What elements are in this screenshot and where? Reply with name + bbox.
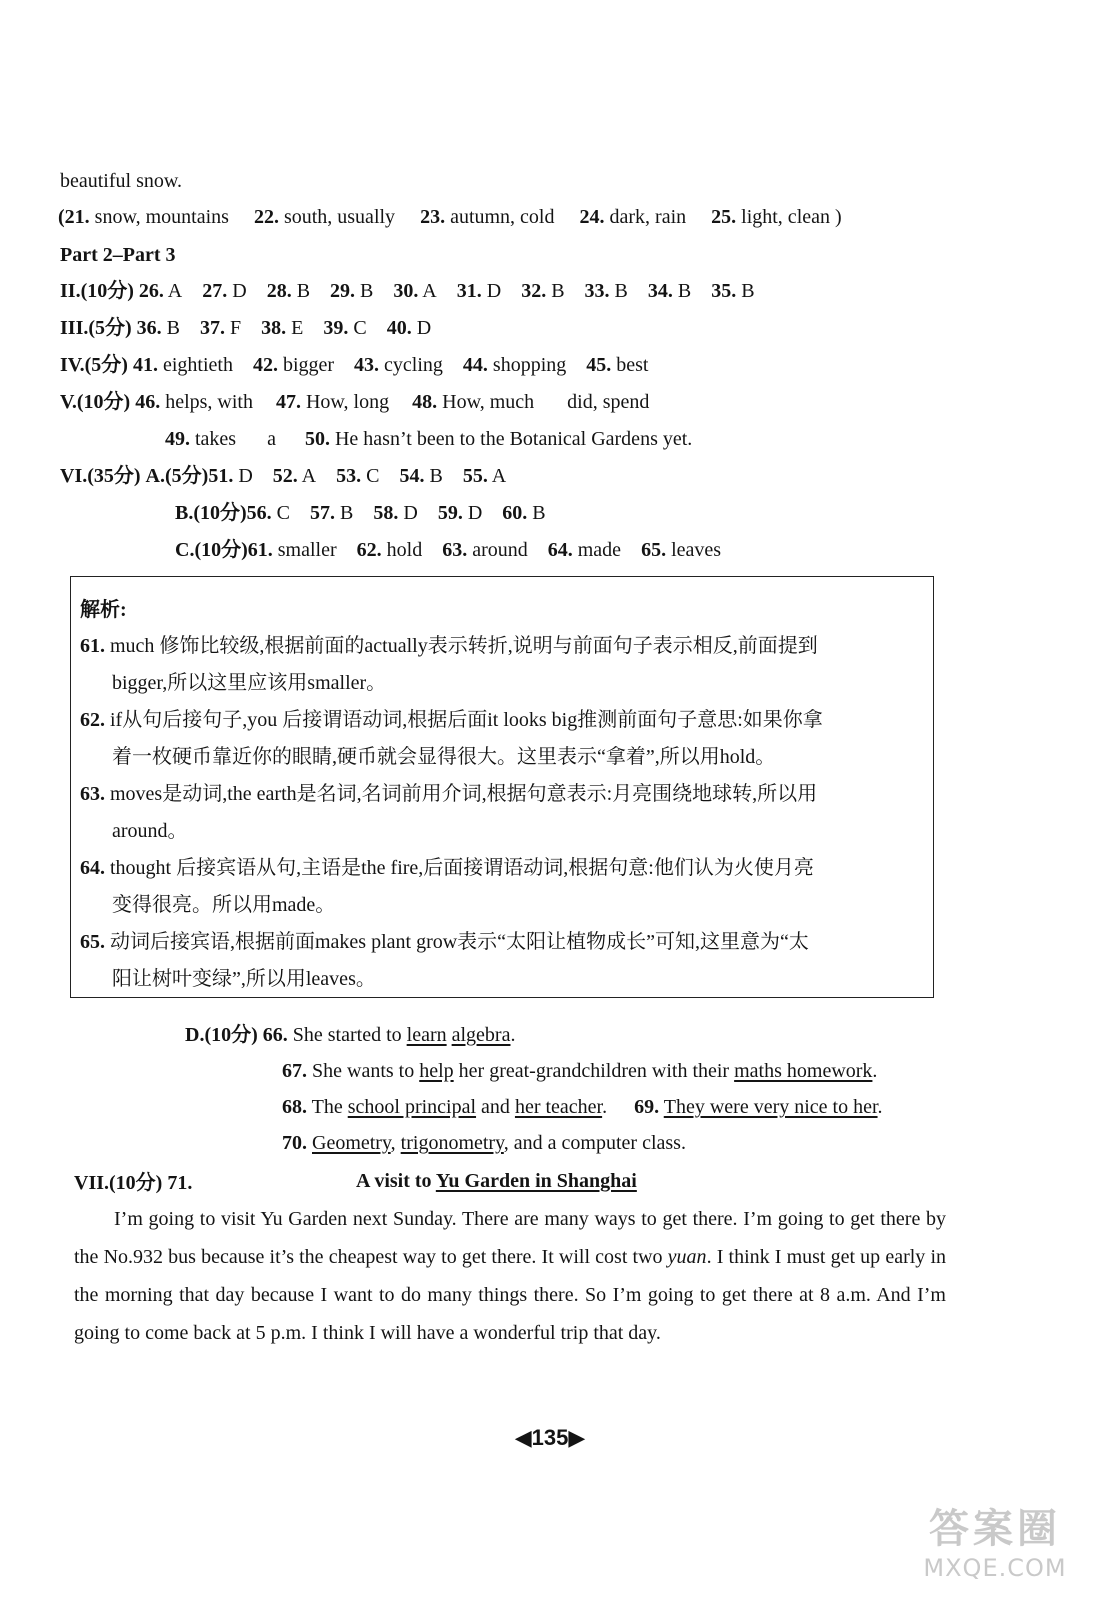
section-vi-b-answer: 60. B	[502, 502, 546, 524]
section-vi-c-answer: 65. leaves	[641, 539, 722, 561]
explanation-line: 阳让树叶变绿”,所以用leaves。	[112, 968, 376, 990]
section-ii-answer: 27. D	[202, 280, 247, 302]
section-vi-b-answer: 57. B	[310, 502, 354, 524]
watermark-logo: 答案圈 MXQE.COM	[923, 1506, 1067, 1582]
explanation-line: bigger,所以这里应该用smaller。	[112, 672, 387, 694]
section-vi-c-answer: 63. around	[442, 539, 528, 561]
section-vi-b-answer: 56. C	[246, 502, 291, 524]
section-ii-answer: 30. A	[393, 280, 437, 302]
section-iii-answer: 38. E	[261, 317, 304, 339]
explanation-line: 61. much 修饰比较级,根据前面的actually表示转折,说明与前面句子表示相反,前面提到	[80, 635, 818, 657]
section-iii-answer: 39. C	[323, 317, 367, 339]
section-d-66: D.(10分) 66. She started to learn algebra.	[185, 1024, 516, 1046]
section-d-68-69: 68. The school principal and her teacher. 69. They were very nice to her.	[282, 1096, 883, 1118]
section-v-line2: 49. takes a 50. He hasn’t been to the Botanical Gardens yet.	[165, 428, 693, 450]
part-heading: Part 2–Part 3	[60, 244, 176, 266]
section-d-70: 70. Geometry, trigonometry, and a computer class.	[282, 1132, 686, 1154]
section-iii-answer: 36. B	[136, 317, 181, 339]
section-iv-answer: 42. bigger	[252, 354, 335, 376]
section-vi-c-answer: 64. made	[547, 539, 622, 561]
essay-title: A visit to Yu Garden in Shanghai	[356, 1170, 637, 1192]
section-vi-b-answer: 58. D	[373, 502, 418, 524]
section-ii: II.(10分) 26. A 27. D 28. B 29. B 30. A 31. D 32. B 33. B 34. B 35. B	[60, 280, 755, 302]
section-ii-answer: 35. B	[711, 280, 755, 302]
explanation-line: around。	[112, 820, 188, 842]
explanation-line: 63. moves是动词,the earth是名词,名词前用介词,根据句意表示:月亮围绕地球转,所以用	[80, 783, 818, 805]
snow-line: beautiful snow.	[60, 170, 183, 192]
section-iv-answer: 45. best	[586, 354, 649, 376]
section-ii-answer: 32. B	[521, 280, 565, 302]
section-iii-answer: 40. D	[386, 317, 432, 339]
section-vi-a-answer: 52. A	[272, 465, 317, 487]
section-vi-c-answer: 61. smaller	[247, 539, 337, 561]
section-vi-b-answer: 59. D	[437, 502, 483, 524]
section-vii-label: VII.(10分) 71.	[74, 1172, 193, 1194]
section-vi-a-answer: 55. A	[462, 465, 507, 487]
section-vi-a-answer: 53. C	[336, 465, 380, 487]
section-ii-answer: 29. B	[330, 280, 374, 302]
section-vi-c-answer: 62. hold	[356, 539, 423, 561]
section-iii: III.(5分) 36. B 37. F 38. E 39. C 40. D	[60, 317, 432, 339]
page-number: ◀135▶	[514, 1425, 586, 1450]
section-vi-a-answer: 51. D	[208, 465, 253, 487]
section-ii-answer: 26. A	[138, 280, 183, 302]
essay-body: I’m going to visit Yu Garden next Sunday. There are many ways to get there. I’m going to get there by the No.932 bus because it’s the cheapest way to get there. It will cost two yuan. I think I must get up early in the morning that day because I want to do many things there. So I’m going to get there at 8 a.m. And I’m going to come back at 5 p.m. I think I will have a wonderful trip that day.	[74, 1208, 947, 1344]
open-paren: (21.	[58, 206, 90, 228]
section-ii-answer: 33. B	[584, 280, 628, 302]
answers-21-25: (21. snow, mountains 22. south, usually 23. autumn, cold 24. dark, rain 25. light, clean )	[58, 206, 842, 228]
section-iv: IV.(5分) 41. eightieth 42. bigger 43. cycling 44. shopping 45. best	[60, 354, 649, 376]
section-ii-answer: 28. B	[266, 280, 311, 302]
section-vi-a: VI.(35分) A.(5分)51. D 52. A 53. C 54. B 55. A	[60, 465, 507, 487]
section-vi-b: B.(10分)56. C 57. B 58. D 59. D 60. B	[175, 502, 546, 524]
section-vi-a-answer: 54. B	[399, 465, 443, 487]
explanation-line: 62. if从句后接句子,you 后接谓语动词,根据后面it looks big推测前面句子意思:如果你拿	[80, 709, 823, 731]
explanation-line: 着一枚硬币靠近你的眼睛,硬币就会显得很大。这里表示“拿着”,所以用hold。	[112, 746, 776, 768]
section-d-67: 67. She wants to help her great-grandchildren with their maths homework.	[282, 1060, 878, 1082]
section-vi-c: C.(10分)61. smaller 62. hold 63. around 64. made 65. leaves	[175, 539, 722, 561]
explanation-line: 变得很亮。所以用made。	[112, 894, 336, 916]
section-iv-answer: 43. cycling	[354, 354, 443, 376]
explanation-line: 65. 动词后接宾语,根据前面makes plant grow表示“太阳让植物成长”可知,这里意为“太	[80, 931, 809, 953]
section-iv-answer: 41. eightieth	[132, 354, 233, 376]
section-v: V.(10分) 46. helps, with 47. How, long 48. How, much did, spend	[60, 391, 650, 413]
section-iv-answer: 44. shopping	[462, 354, 567, 376]
section-ii-answer: 34. B	[647, 280, 692, 302]
explanation-line: 64. thought 后接宾语从句,主语是the fire,后面接谓语动词,根据句意:他们认为火使月亮	[80, 857, 814, 879]
explanation-title: 解析:	[80, 599, 127, 621]
section-iii-answer: 37. F	[200, 317, 242, 339]
section-ii-answer: 31. D	[456, 280, 502, 302]
